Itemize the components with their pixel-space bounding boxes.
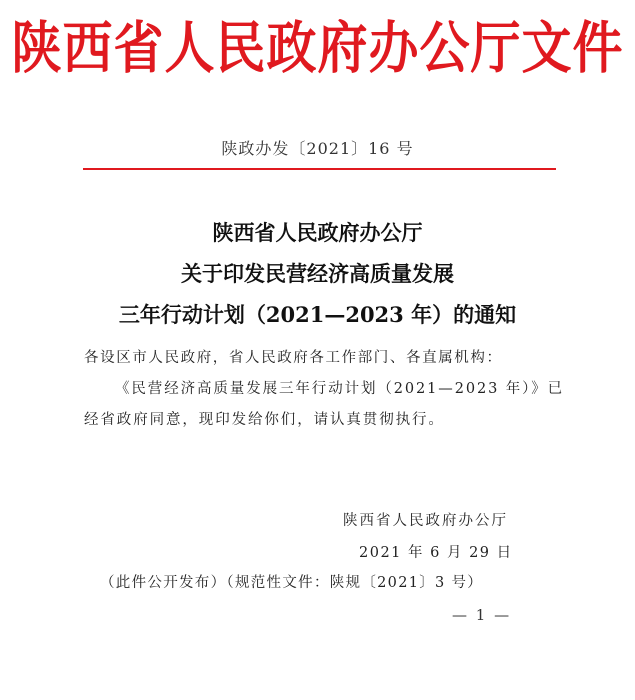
issue-date: 2021 年 6 月 29 日 [359, 545, 513, 561]
document-number: 陕政办发〔2021〕16 号 [221, 139, 414, 158]
red-divider-rule [83, 168, 556, 170]
notice-title [0, 212, 635, 335]
body-paragraph-line-1: 《民营经济高质量发展三年行动计划（2021—2023 年）》已 [115, 381, 565, 397]
notice-title-line-3: 三年行动计划（2021—2023 年）的通知 [118, 302, 517, 327]
body-paragraph-line-2: 经省政府同意，现印发给你们，请认真贯彻执行。 [84, 412, 445, 428]
masthead-title: 陕西省人民政府办公厅文件 [11, 14, 624, 81]
disclosure-note: （此件公开发布）（规范性文件：陕规〔2021〕3 号） [100, 575, 484, 591]
notice-title-line-1: 陕西省人民政府办公厅 [212, 220, 423, 245]
page-number: — 1 — [452, 606, 512, 624]
notice-title-line-2: 关于印发民营经济高质量发展 [181, 261, 454, 286]
issuer-signature: 陕西省人民政府办公厅 [343, 513, 508, 529]
salutation: 各设区市人民政府，省人民政府各工作部门、各直属机构： [84, 350, 503, 366]
